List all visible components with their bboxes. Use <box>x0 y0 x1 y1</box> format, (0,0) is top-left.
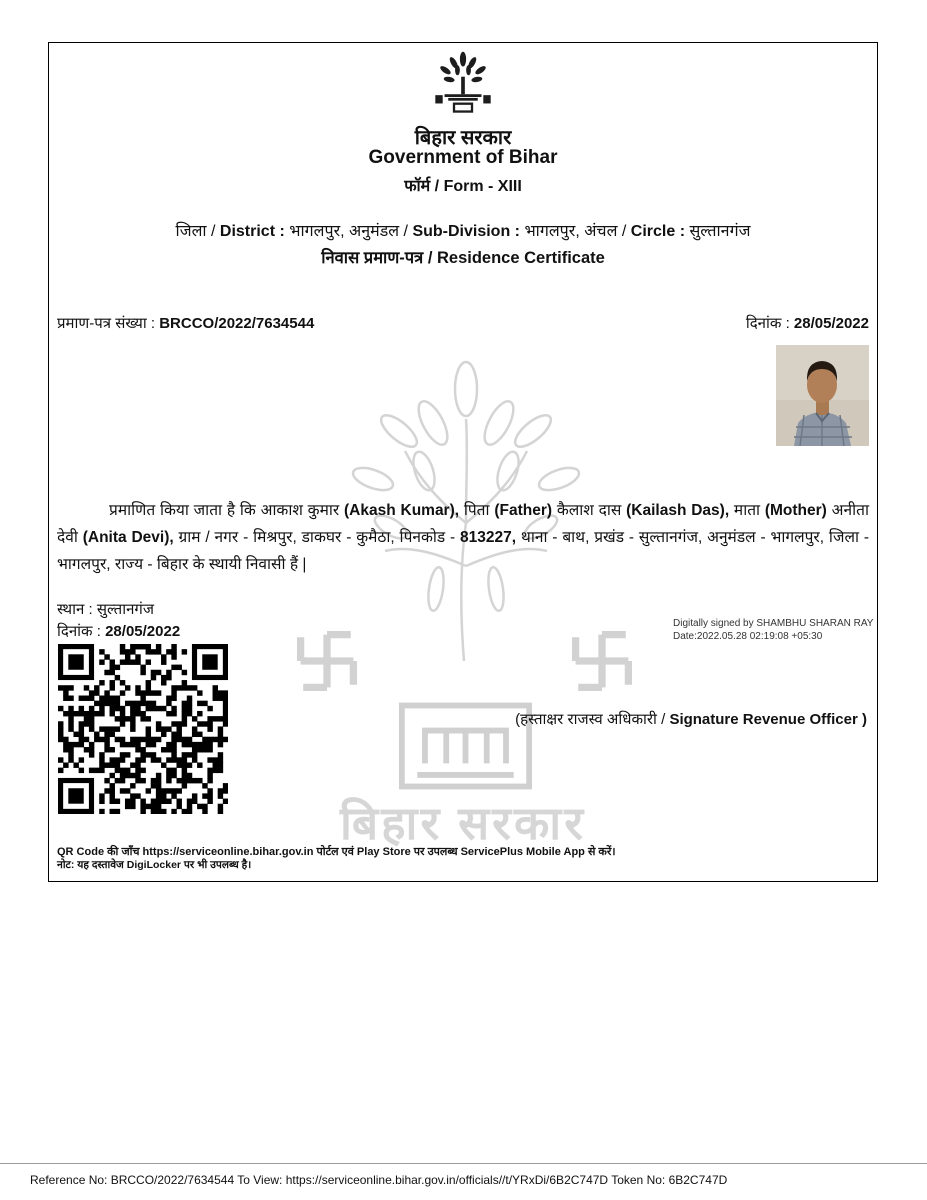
applicant-photo <box>776 345 869 446</box>
certificate-border <box>48 42 878 882</box>
watermark-text: बिहार सरकार <box>339 797 587 849</box>
district-subdivision-circle-line: जिला / District : भागलपुर, अनुमंडल / Sub-Division : भागलपुर, अंचल / Circle : सुल्तानगंज <box>175 223 751 240</box>
bihar-emblem-icon <box>425 49 501 126</box>
officer-signature-line: (हस्ताक्षर राजस्व अधिकारी / Signature Revenue Officer ) <box>515 711 867 728</box>
watermark-swastika-left-icon <box>294 628 360 699</box>
certificate-meta-row <box>57 313 869 333</box>
qr-code <box>58 644 228 814</box>
government-name-hindi: बिहार सरकार <box>414 127 512 149</box>
certificate-number: प्रमाण-पत्र संख्या : BRCCO/2022/7634544 <box>57 315 315 332</box>
certificate-body-text: प्रमाणित किया जाता है कि आकाश कुमार (Akash Kumar), पिता (Father) कैलाश दास (Kailash Das), माता (Mother) अनीता देवी (Anita Devi), ग्राम / नगर - मिश्रपुर, डाकघर - कुमैठा, पिनकोड - 813227, थाना - बाथ, प्रखंड - सुल्तानगंज, अनुमंडल - भागलपुर, जिला - भागलपुर, राज्य - बिहार के स्थायी निवासी हैं | <box>57 502 869 573</box>
form-number: फॉर्म / Form - XIII <box>404 178 522 195</box>
footer-reference: Reference No: BRCCO/2022/7634544 To View: https://serviceonline.bihar.gov.in/officials//t/YRxDi/6B2C747D Token No: 6B2C747D <box>30 1173 728 1187</box>
footer-divider <box>0 1163 927 1164</box>
digital-signature-text <box>673 617 923 643</box>
certificate-title: निवास प्रमाण-पत्र / Residence Certificate <box>321 249 605 267</box>
government-name-english: Government of Bihar <box>368 147 558 168</box>
watermark-swastika-right-icon <box>569 628 635 699</box>
certificate-date: दिनांक : 28/05/2022 <box>745 315 869 332</box>
digital-signature-line2: Date:2022.05.28 02:19:08 +05:30 <box>673 631 823 642</box>
digital-signature-line1: Digitally signed by SHAMBHU SHARAN RAY <box>673 618 874 629</box>
place-line: स्थान : सुल्तानगंज <box>57 601 155 618</box>
issue-date-line: दिनांक : 28/05/2022 <box>57 623 181 640</box>
qr-verification-note: QR Code की जाँच https://serviceonline.bihar.gov.in पोर्टल एवं Play Store पर उपलब्ध ServicePlus Mobile App से करें। <box>57 846 616 858</box>
digilocker-note: नोट: यह दस्तावेज DigiLocker पर भी उपलब्ध है। <box>57 859 252 871</box>
